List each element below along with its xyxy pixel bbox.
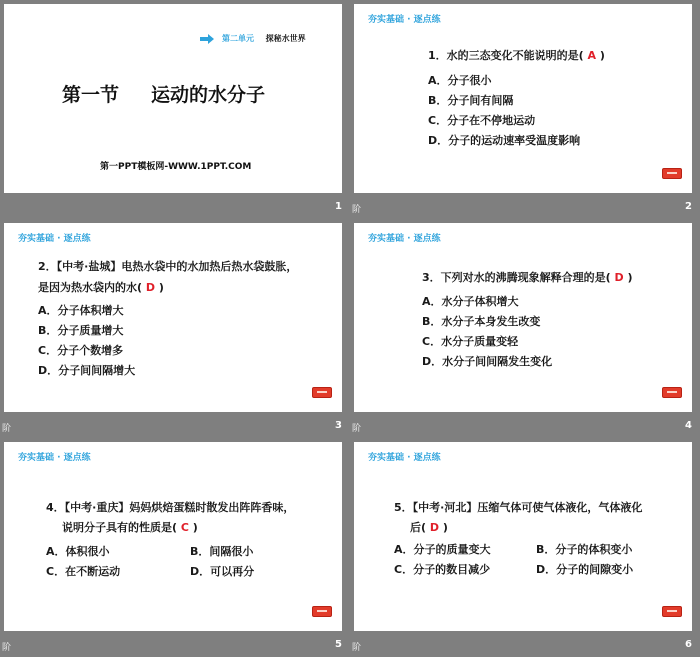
slide-footer [0,412,350,438]
page-number: 5 [335,639,342,650]
question-stem: 是因为热水袋内的水( [38,281,143,294]
slide-footer [350,193,700,219]
option-b: B．水分子本身发生改变 [422,315,541,328]
title-name: 运动的水分子 [151,84,266,106]
page-number: 1 [335,201,342,212]
question-text-line1: 4．【中考·重庆】妈妈烘焙蛋糕时散发出阵阵香味， [46,501,295,514]
arrow-right-icon [200,34,214,44]
page-title [62,80,265,107]
footer-mark: 阶 [2,643,12,653]
slide-3[interactable] [0,219,350,438]
question-text-line2 [410,518,448,538]
slide-canvas [4,223,342,412]
question-text-line2 [62,518,198,538]
unit-name: 探秘水世界 [265,34,306,43]
option-b: B．间隔很小 [190,545,254,558]
footer-mark: 阶 [352,424,362,434]
answer-letter: D [145,281,156,294]
page-number: 6 [685,639,692,650]
section-tag: 夯实基础 · 逐点练 [368,453,441,463]
question-close: ) [192,521,198,534]
question-text-line2 [38,278,164,298]
question-stem: 1．水的三态变化不能说明的是( [428,49,584,62]
answer-letter: C [180,521,189,534]
slide-canvas [4,4,342,193]
option-c: C．分子的数目减少 [394,563,491,576]
page-number: 2 [685,201,692,212]
unit-label: 第二单元 [222,34,254,43]
page-number: 4 [685,420,692,431]
return-button[interactable] [662,606,682,617]
answer-letter: D [429,521,440,534]
site-text: 第一PPT模板网-WWW.1PPT.COM [100,162,252,172]
option-a: A．体积很小 [46,545,110,558]
slide-4[interactable] [350,219,700,438]
section-tag: 夯实基础 · 逐点练 [18,234,91,244]
return-button[interactable] [662,387,682,398]
option-d: D．分子的间隙变小 [536,563,634,576]
option-c: C．在不断运动 [46,565,121,578]
page-number: 3 [335,420,342,431]
answer-letter: D [614,271,624,284]
title-section: 第一节 [62,84,120,106]
option-c: C．水分子质量变轻 [422,335,519,348]
option-a: A．水分子体积增大 [422,295,519,308]
question-stem: 后( [410,521,427,534]
footer-mark: 阶 [2,424,12,434]
answer-letter: A [587,49,597,62]
option-d: D．水分子间间隔发生变化 [422,355,553,368]
section-tag: 夯实基础 · 逐点练 [368,234,441,244]
question-text [422,268,633,288]
footer-mark: 阶 [352,643,362,653]
slide-canvas [4,442,342,631]
slide-footer [0,631,350,657]
slide-footer [350,412,700,438]
option-c: C．分子在不停地运动 [428,114,536,127]
unit-heading [222,33,306,44]
slide-canvas [354,442,692,631]
slide-6[interactable] [350,438,700,657]
return-button[interactable] [312,606,332,617]
option-b: B．分子间有间隔 [428,94,514,107]
return-button[interactable] [312,387,332,398]
slide-1[interactable] [0,0,350,219]
footer-mark: 阶 [352,205,362,215]
question-close: ) [158,281,164,294]
question-close: ) [442,521,448,534]
option-b: B．分子质量增大 [38,324,124,337]
return-button[interactable] [662,168,682,179]
option-c: C．分子个数增多 [38,344,124,357]
question-close: ) [599,49,605,62]
option-a: A．分子很小 [428,74,492,87]
option-d: D．分子的运动速率受温度影响 [428,134,581,147]
slide-2[interactable] [350,0,700,219]
option-b: B．分子的体积变小 [536,543,633,556]
section-tag: 夯实基础 · 逐点练 [18,453,91,463]
option-d: D．分子间间隔增大 [38,364,136,377]
option-d: D．可以再分 [190,565,255,578]
question-text [428,46,605,66]
question-stem: 3．下列对水的沸腾现象解释合理的是( [422,271,611,284]
slide-footer [350,631,700,657]
question-text-line1: 2．【中考·盐城】电热水袋中的水加热后热水袋鼓胀， [38,260,298,273]
question-text-line1: 5．【中考·河北】压缩气体可使气体液化，气体液化 [394,501,643,514]
slide-canvas [354,4,692,193]
option-a: A．分子体积增大 [38,304,124,317]
question-stem: 说明分子具有的性质是( [62,521,178,534]
slide-5[interactable] [0,438,350,657]
slide-canvas [354,223,692,412]
section-tag: 夯实基础 · 逐点练 [368,15,441,25]
option-a: A．分子的质量变大 [394,543,491,556]
question-close: ) [627,271,633,284]
slide-footer [0,193,350,219]
